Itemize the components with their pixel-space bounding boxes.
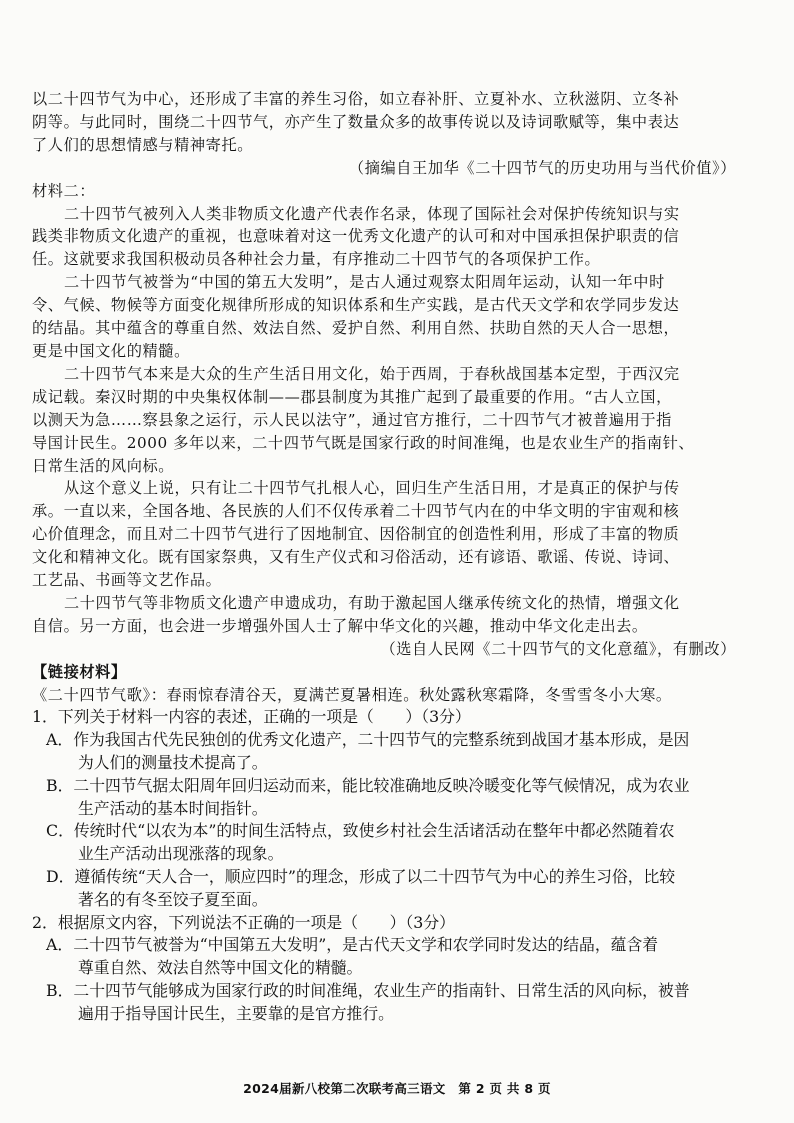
question-stem: 1．下列关于材料一内容的表述，正确的一项是（ ）（3分）	[32, 707, 471, 727]
text-line: 文化和精神文化。既有国家祭典，又有生产仪式和习俗活动，还有谚语、歌谣、传说、诗词、	[32, 548, 680, 567]
material2-paragraph	[32, 477, 770, 592]
material2-paragraph	[32, 271, 770, 363]
option-line: D．遵循传统“天人合一，顺应四时”的理念，形成了以二十四节气为中心的养生习俗，比较	[46, 867, 676, 887]
option-d	[32, 866, 770, 912]
text-line: 成记载。秦汉时期的中央集权体制——郡县制度为其推广起到了最重要的作用。“古人立国，	[32, 387, 672, 406]
option-line: C．传统时代“以农为本”的时间生活特点，致使乡村社会生活诸活动在整年中都必然随着农	[46, 821, 675, 841]
text-line: 更是中国文化的精髓。	[32, 341, 190, 360]
option-line: A．二十四节气被誉为“中国第五大发明”，是古代天文学和农学同时发达的结晶，蕴含着	[46, 935, 659, 955]
material2-paragraph	[32, 203, 770, 272]
link-material-title: 【链接材料】	[32, 662, 127, 681]
text-line: 令、气候、物候等方面变化规律所形成的知识体系和生产实践，是古代天文学和农学同步发达	[32, 296, 680, 315]
option-c	[32, 820, 770, 866]
text-line: 践类非物质文化遗产的重视，也意味着对这一优秀文化遗产的认可和对中国承担保护职责的信	[32, 227, 680, 246]
option-a	[32, 934, 770, 980]
material2-source: （选自人民网《二十四节气的文化意蕴》，有删改）	[380, 639, 736, 658]
material2-paragraph	[32, 592, 770, 638]
option-line: 尊重自然、效法自然等中国文化的精髓。	[78, 958, 363, 978]
text-line: 自信。另一方面，也会进一步增强外国人士了解中华文化的兴趣，推动中华文化走出去。	[32, 616, 648, 635]
option-b	[32, 980, 770, 1026]
text-line: 导国计民生。2000 多年以来，二十四节气既是国家行政的时间准绳，也是农业生产的指南针、	[32, 433, 695, 452]
text-line: 日常生活的风向标。	[32, 456, 175, 475]
text-line: 承。一直以来，全国各地、各民族的人们不仅传承着二十四节气内在的中华文明的宇宙观和核	[32, 502, 680, 521]
text-line: 以二十四节气为中心，还形成了丰富的养生习俗，如立春补肝、立夏补水、立秋滋阴、立冬补	[32, 90, 680, 108]
text-line: 工艺品、书画等文艺作品。	[32, 571, 222, 590]
page-footer: 2024届新八校第二次联考高三语文 第 2 页 共 8 页	[243, 1081, 551, 1096]
option-line: B．二十四节气据太阳周年回归运动而来，能比较准确地反映冷暖变化等气候情况，成为农业	[46, 775, 690, 795]
material2-paragraph	[32, 363, 770, 478]
text-line: 以测天为急……察县象之运行，示人民以法守”，通过官方推行，二十四节气才被普遍用于指	[32, 410, 672, 429]
text-line: 心价值理念，而且对二十四节气进行了因地制宜、因俗制宜的创造性利用，形成了丰富的物质	[32, 525, 680, 544]
text-line: 了人们的思想情感与精神寄托。	[32, 135, 254, 154]
material1-tail	[32, 88, 770, 157]
text-line: 二十四节气本来是大众的生产生活日用文化，始于西周，于春秋战国基本定型，于西汉完	[64, 364, 680, 383]
text-line: 从这个意义上说，只有让二十四节气扎根人心，回归生产生活日用，才是真正的保护与传	[64, 479, 680, 498]
option-line: 遍用于指导国计民生，主要靠的是官方推行。	[78, 1003, 394, 1023]
text-line: 阴等。与此同时，围绕二十四节气，亦产生了数量众多的故事传说以及诗词歌赋等，集中表达	[32, 112, 680, 131]
exam-page-body	[32, 88, 770, 1026]
option-line: B．二十四节气能够成为国家行政的时间准绳，农业生产的指南针、日常生活的风向标，被普	[46, 981, 690, 1001]
material2-title: 材料二：	[32, 181, 96, 200]
option-a	[32, 729, 770, 775]
text-line: 二十四节气被列入人类非物质文化遗产代表作名录，体现了国际社会对保护传统知识与实	[64, 204, 680, 223]
option-b	[32, 775, 770, 821]
option-line: 著名的有冬至饺子夏至面。	[78, 889, 268, 909]
question-1	[32, 706, 770, 911]
option-line: 生产活动的基本时间指针。	[78, 798, 268, 818]
text-line: 二十四节气被誉为“中国的第五大发明”，是古人通过观察太阳周年运动，认知一年中时	[64, 273, 665, 292]
text-line: 二十四节气等非物质文化遗产申遗成功，有助于激起国人继承传统文化的热情，增强文化	[64, 593, 680, 612]
option-line: 为人们的测量技术提高了。	[78, 753, 268, 773]
text-line: 的结晶。其中蕴含的尊重自然、效法自然、爱护自然、利用自然、扶助自然的天人合一思想，	[32, 319, 680, 338]
option-line: 业生产活动出现涨落的现象。	[78, 844, 284, 864]
option-line: A．作为我国古代先民独创的优秀文化遗产，二十四节气的完整系统到战国才基本形成，是因	[46, 730, 690, 750]
link-material-text: 《二十四节气歌》：春雨惊春清谷天，夏满芒夏暑相连。秋处露秋寒霜降，冬雪雪冬小大寒。	[32, 685, 672, 704]
text-line: 任。这就要求我国积极动员各种社会力量，有序推动二十四节气的各项保护工作。	[32, 250, 601, 269]
question-stem: 2．根据原文内容，下列说法不正确的一项是（ ）（3分）	[32, 912, 455, 932]
material1-source: （摘编自王加华《二十四节气的历史功用与当代价值》）	[348, 158, 736, 177]
question-2	[32, 912, 770, 1026]
